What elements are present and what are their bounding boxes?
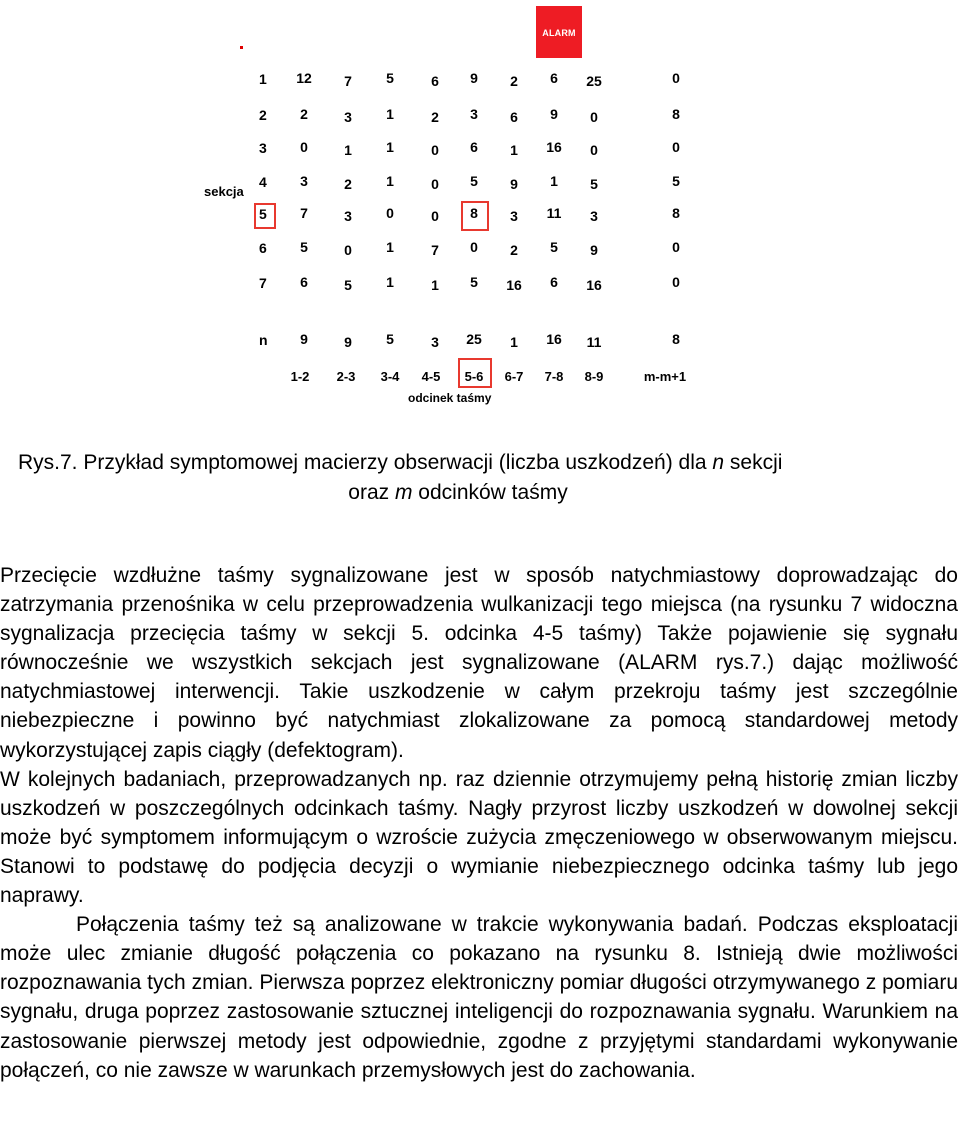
matrix-cell: 1: [386, 139, 394, 155]
row-label: 3: [259, 140, 267, 156]
column-label: 5-6: [464, 369, 484, 384]
row-label: 4: [259, 174, 267, 190]
matrix-cell: 2: [431, 109, 439, 125]
column-label: 7-8: [544, 369, 564, 384]
matrix-cell: 9: [590, 242, 598, 258]
matrix-cell: 7: [431, 242, 439, 258]
row-label: n: [259, 332, 268, 348]
red-dot-mark: [240, 46, 243, 49]
matrix-cell: 25: [586, 73, 602, 89]
matrix-cell: 1: [431, 277, 439, 293]
body-text: [0, 561, 958, 1085]
matrix-cell: 9: [470, 70, 478, 86]
matrix-cell: 1: [386, 106, 394, 122]
matrix-cell: 5: [470, 173, 478, 189]
section-axis-label: sekcja: [204, 184, 244, 199]
matrix-cell: 0: [672, 139, 680, 155]
matrix-cell: 5: [672, 173, 680, 189]
matrix-cell: 5: [470, 274, 478, 290]
matrix-cell: 11: [586, 334, 602, 350]
column-label: 8-9: [584, 369, 604, 384]
matrix-cell: 8: [672, 331, 680, 347]
matrix-cell: 9: [510, 176, 518, 192]
matrix-cell: 8: [672, 106, 680, 122]
matrix-cell: 5: [386, 70, 394, 86]
matrix-cell: 5: [550, 239, 558, 255]
matrix-cell: 5: [386, 331, 394, 347]
matrix-cell: 0: [672, 274, 680, 290]
matrix-cell: 3: [510, 208, 518, 224]
segment-axis-label: odcinek taśmy: [408, 391, 492, 405]
matrix-cell: 0: [300, 139, 308, 155]
row-label: 2: [259, 107, 267, 123]
matrix-cell: 6: [431, 73, 439, 89]
matrix-cell: 11: [546, 205, 562, 221]
row-label: 7: [259, 275, 267, 291]
matrix-cell: 6: [470, 139, 478, 155]
matrix-cell: 6: [300, 274, 308, 290]
column-label: 2-3: [336, 369, 356, 384]
matrix-cell: 1: [386, 173, 394, 189]
alarm-label: ALARM: [542, 28, 576, 38]
matrix-cell: 2: [344, 176, 352, 192]
matrix-cell: 2: [510, 73, 518, 89]
matrix-cell: 6: [550, 274, 558, 290]
matrix-cell: 8: [672, 205, 680, 221]
row-label: 1: [259, 71, 267, 87]
matrix-cell: 0: [431, 208, 439, 224]
matrix-cell: 9: [344, 334, 352, 350]
matrix-cell: 16: [586, 277, 602, 293]
matrix-cell: 0: [470, 239, 478, 255]
matrix-cell: 6: [510, 109, 518, 125]
matrix-cell: 0: [431, 142, 439, 158]
paragraph-3: Połączenia taśmy też są analizowane w trakcie wykonywania badań. Podczas eksploatacji może ulec zmianie długość połączenia co pokazano na rysunku 8. Istnieją dwie możliwości rozpoznawania tych zmian. Pierwsza poprzez elektroniczny pomiar długości otrzymywanego z pomiaru sygnału, druga poprzez zastosowanie sztucznej inteligencji do rozpoznawania sygnału. Warunkiem na zastosowanie pierwszej metody jest odpowiednie, zgodne z przyjętymi standardami wykonywanie połączeń, co nie zawsze w warunkach przemysłowych jest do zachowania.: [0, 913, 958, 1082]
matrix-cell: 12: [296, 70, 312, 86]
matrix-cell: 5: [300, 239, 308, 255]
matrix-cell: 0: [431, 176, 439, 192]
matrix-cell: 0: [672, 70, 680, 86]
matrix-cell: 7: [300, 205, 308, 221]
matrix-cell: 3: [470, 106, 478, 122]
matrix-cell: 0: [672, 239, 680, 255]
matrix-cell: 2: [510, 242, 518, 258]
alarm-indicator: [536, 6, 582, 58]
column-label: m-m+1: [643, 369, 687, 384]
matrix-cell: 9: [300, 331, 308, 347]
matrix-cell: 25: [466, 331, 482, 347]
matrix-cell: 16: [546, 331, 562, 347]
matrix-cell: 16: [546, 139, 562, 155]
matrix-cell: 3: [344, 208, 352, 224]
row-label: 5: [259, 206, 267, 222]
matrix-cell: 9: [550, 106, 558, 122]
matrix-cell: 0: [344, 242, 352, 258]
matrix-cell: 1: [386, 239, 394, 255]
matrix-cell: 0: [590, 109, 598, 125]
matrix-cell: 5: [344, 277, 352, 293]
matrix-cell: 1: [510, 334, 518, 350]
matrix-cell: 3: [344, 109, 352, 125]
matrix-cell: 3: [590, 208, 598, 224]
figure-caption: [18, 448, 948, 508]
column-label: 1-2: [290, 369, 310, 384]
matrix-cell: 5: [590, 176, 598, 192]
caption-line-2: oraz m odcinków taśmy: [348, 481, 568, 504]
matrix-cell: 2: [300, 106, 308, 122]
column-label: 6-7: [504, 369, 524, 384]
column-label: 3-4: [380, 369, 400, 384]
matrix-cell: 1: [386, 274, 394, 290]
matrix-cell: 7: [344, 73, 352, 89]
matrix-cell: 3: [431, 334, 439, 350]
matrix-cell: 0: [590, 142, 598, 158]
matrix-cell: 1: [510, 142, 518, 158]
caption-line-1: Rys.7. Przykład symptomowej macierzy obserwacji (liczba uszkodzeń) dla n sekcji: [18, 451, 783, 474]
column-label: 4-5: [421, 369, 441, 384]
paragraph-2: W kolejnych badaniach, przeprowadzanych np. raz dziennie otrzymujemy pełną historię zmian liczby uszkodzeń w poszczególnych odcinkach taśmy. Nagły przyrost liczby uszkodzeń w dowolnej sekcji może być symptomem informującym o wzroście zużycia zmęczeniowego w obserwowanym miejscu. Stanowi to podstawę do podjęcia decyzji o wymianie niebezpiecznego odcinka taśmy lub jego naprawy.: [0, 767, 958, 908]
matrix-cell: 1: [550, 173, 558, 189]
row-label: 6: [259, 240, 267, 256]
matrix-cell: 8: [470, 205, 478, 221]
matrix-cell: 16: [506, 277, 522, 293]
matrix-cell: 0: [386, 205, 394, 221]
matrix-cell: 3: [300, 173, 308, 189]
observation-matrix-figure: [0, 0, 960, 420]
matrix-cell: 6: [550, 70, 558, 86]
matrix-cell: 1: [344, 142, 352, 158]
paragraph-1: Przecięcie wzdłużne taśmy sygnalizowane jest w sposób natychmiastowy doprowadzając do zatrzymania przenośnika w celu przeprowadzenia wulkanizacji tego miejsca (na rysunku 7 widoczna sygnalizacja przecięcia taśmy w sekcji 5. odcinka 4-5 taśmy) Także pojawienie się sygnału równocześnie we wszystkich sekcjach jest sygnalizowane (ALARM rys.7.) dając możliwość natychmiastowej interwencji. Takie uszkodzenie w całym przekroju taśmy jest szczególnie niebezpieczne i powinno być natychmiast zlokalizowane za pomocą standardowej metody wykorzystującej zapis ciągły (defektogram).: [0, 564, 958, 762]
